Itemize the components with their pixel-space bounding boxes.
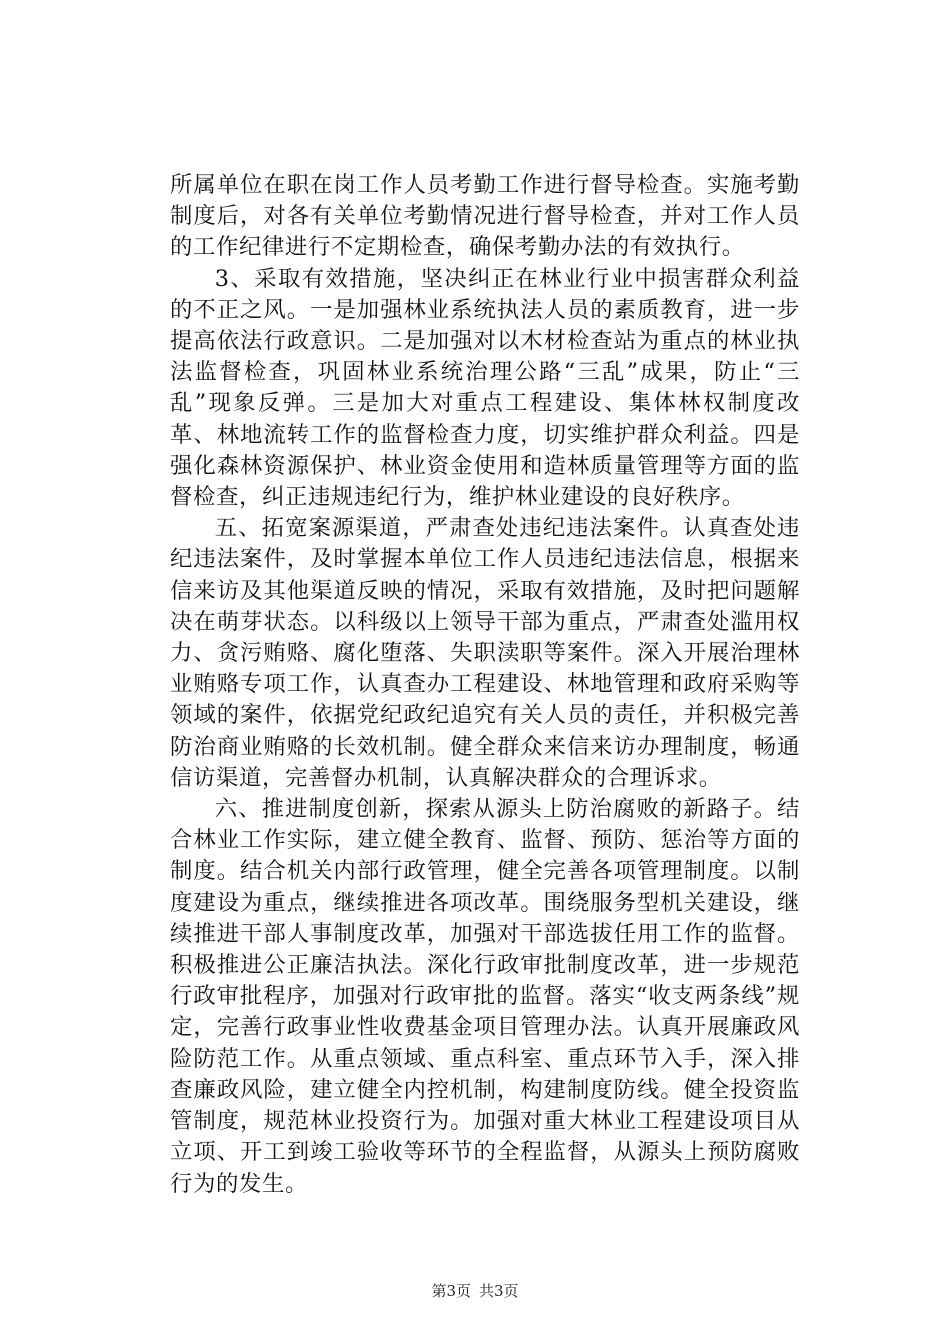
page-total: 共3页 — [479, 1282, 519, 1300]
page-footer — [0, 1281, 950, 1301]
page-number: 第3页 — [431, 1282, 471, 1300]
paragraph-continuation: 所属单位在职在岗工作人员考勤工作进行督导检查。实施考勤制度后，对各有关单位考勤情况进行督导检查，并对工作人员的工作纪律进行不定期检查，确保考勤办法的有效执行。 — [170, 172, 800, 261]
paragraph-section-5: 五、拓宽案源渠道，严肃查处违纪违法案件。认真查处违纪违法案件，及时掌握本单位工作人员违纪违法信息，根据来信来访及其他渠道反映的情况，采取有效措施，及时把问题解决在萌芽状态。以科级以上领导干部为重点，严肃查处滥用权力、贪污贿赂、腐化堕落、失职渎职等案件。深入开展治理林业贿赂专项工作，认真查办工程建设、林地管理和政府采购等领域的案件，依据党纪政纪追究有关人员的责任，并积极完善防治商业贿赂的长效机制。健全群众来信来访办理制度，畅通信访渠道，完善督办机制，认真解决群众的合理诉求。 — [170, 515, 800, 791]
document-body — [170, 170, 800, 1200]
paragraph-item-3: 3、采取有效措施，坚决纠正在林业行业中损害群众利益的不正之风。一是加强林业系统执法人员的素质教育，进一步提高依法行政意识。二是加强对以木材检查站为重点的林业执法监督检查，巩固林业系统治理公路“三乱”成果，防止“三乱”现象反弹。三是加大对重点工程建设、集体林权制度改革、林地流转工作的监督检查力度，切实维护群众利益。四是强化森林资源保护、林业资金使用和造林质量管理等方面的监督检查，纠正违规违纪行为，维护林业建设的良好秩序。 — [170, 265, 800, 511]
paragraph-section-6: 六、推进制度创新，探索从源头上防治腐败的新路子。结合林业工作实际，建立健全教育、监督、预防、惩治等方面的制度。结合机关内部行政管理，健全完善各项管理制度。以制度建设为重点，继续推进各项改革。围绕服务型机关建设，继续推进干部人事制度改革，加强对干部选拔任用工作的监督。积极推进公正廉洁执法。深化行政审批制度改革，进一步规范行政审批程序，加强对行政审批的监督。落实“收支两条线”规定，完善行政事业性收费基金项目管理办法。认真开展廉政风险防范工作。从重点领域、重点科室、重点环节入手，深入排查廉政风险，建立健全内控机制，构建制度防线。健全投资监管制度，规范林业投资行为。加强对重大林业工程建设项目从立项、开工到竣工验收等环节的全程监督，从源头上预防腐败行为的发生。 — [170, 796, 800, 1197]
